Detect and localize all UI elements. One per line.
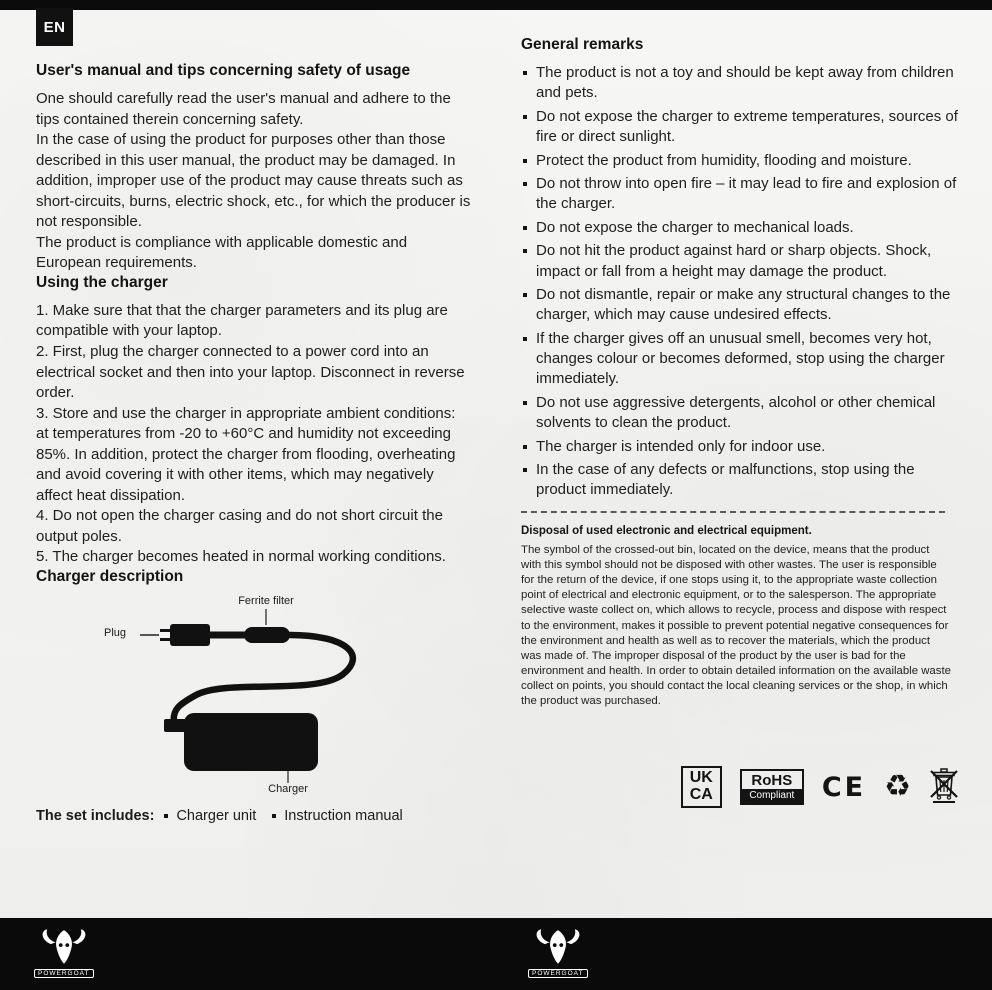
language-badge: EN [36,8,73,46]
powergoat-brand-text: POWERGOAT [34,969,94,978]
using-steps [36,301,472,568]
safety-paragraph: In the case of using the product for purposes other than those described in this user manual, the product may be damaged. In addition, improper use of the product may cause threats such as short-circuits, burns, electric shock, etc., for which the producer is not responsible. [36,131,471,231]
general-remark-item: The charger is intended only for indoor use. [521,437,961,457]
ukca-mark [681,766,722,808]
using-heading: Using the charger [36,273,168,291]
footer-bar [0,918,992,990]
charger-label: Charger [268,783,308,796]
right-column [521,36,961,809]
goat-icon [36,924,92,968]
description-heading: Charger description [36,568,184,586]
disposal-heading: Disposal of used electronic and electrical equipment. [521,524,812,537]
weee-crossed-bin-icon [929,766,959,809]
using-step: 4. Do not open the charger casing and do not short circuit the output poles. [36,507,443,545]
general-remark-item: Do not hit the product against hard or sharp objects. Shock, impact or fall from a height may damage the product. [521,241,961,282]
recycle-icon: ♻ [884,770,911,804]
general-remark-item: If the charger gives off an unusual smell, becomes very hot, changes colour or becomes deformed, stop using the charger immediately. [521,329,961,390]
rohs-mark [740,769,804,805]
disposal-body: The symbol of the crossed-out bin, located on the device, means that the product with this symbol should not be disposed with other wastes. The user is responsible for the return of the device, if one stops using it, to the appropriate waste collection point of electrical and electronic equipment, or to the salesperson. The appropriate selective waste collect on, which allows to recycle, process and dispose with respect to the environment, makes it possible to prevent potential negative consequences for the environment and health as well as to recover the materials, which the product was made of. The improper disposal of the product by the user is bad for the environment and health. In order to obtain detailed information on the available waste collect on points, you should contact the local cleaning services or the shop, in which the product was purchased. [521,543,951,708]
rohs-title: RoHS [751,772,793,790]
goat-icon [530,924,586,968]
general-remark-item: Do not expose the charger to mechanical loads. [521,218,961,238]
plug-label: Plug [104,627,127,640]
general-remark-item: Do not use aggressive detergents, alcohol or other chemical solvents to clean the product. [521,393,961,434]
top-border [0,0,992,10]
general-remarks-heading: General remarks [521,36,644,53]
safety-heading: User's manual and tips concerning safety of usage [36,62,411,79]
powergoat-logo [34,924,94,978]
safety-paragraphs [36,89,472,274]
general-remark-item: Protect the product from humidity, flooding and moisture. [521,151,961,171]
set-includes-items [164,808,402,824]
set-includes-item: Charger unit [164,808,256,824]
general-remarks-list [521,63,961,501]
powergoat-brand-text: POWERGOAT [528,969,588,978]
charger-diagram-drawing [36,595,476,800]
ukca-top: UK [689,769,713,787]
ukca-bottom: CA [689,786,713,804]
ce-mark-icon: CE [821,771,867,803]
safety-paragraph: The product is compliance with applicable domestic and European requirements. [36,233,408,272]
compliance-marks [521,766,961,809]
general-remark-item: Do not throw into open fire – it may lead to fire and explosion of the charger. [521,174,961,215]
using-step: 5. The charger becomes heated in normal working conditions. [36,548,446,566]
set-includes-item: Instruction manual [272,808,402,824]
set-includes-label: The set includes: [36,808,155,825]
safety-paragraph: One should carefully read the user's manual and adhere to the tips contained therein concerning safety. [36,90,451,128]
set-includes-row [36,808,472,824]
general-remark-item: Do not dismantle, repair or make any structural changes to the charger, which may cause undesired effects. [521,285,961,326]
powergoat-logo [528,924,588,978]
using-step: 3. Store and use the charger in appropriate ambient conditions: at temperatures from -20 to +60°C and humidity not exceeding 85%. In addition, protect the charger from flooding, overheating and avoid covering it with other items, which may negatively affect heat dissipation. [36,404,456,504]
using-step: 2. First, plug the charger connected to a power cord into an electrical socket and then into your laptop. Disconnect in reverse order. [36,343,465,402]
general-remark-item: Do not expose the charger to extreme temperatures, sources of fire or direct sunlight. [521,107,961,148]
using-step: 1. Make sure that that the charger parameters and its plug are compatible with your laptop. [36,301,448,340]
rohs-compliant-label: Compliant [742,789,802,803]
general-remark-item: The product is not a toy and should be kept away from children and pets. [521,63,961,104]
dashed-separator [521,511,945,513]
general-remark-item: In the case of any defects or malfunctions, stop using the product immediately. [521,460,961,501]
left-column [36,62,472,824]
ferrite-filter-label: Ferrite filter [238,595,294,608]
charger-diagram [36,595,476,800]
